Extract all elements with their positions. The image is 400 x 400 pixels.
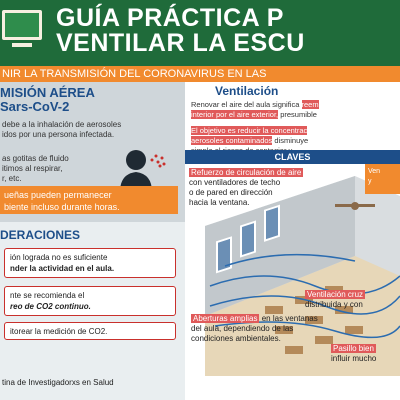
note-air-circulation (189, 168, 309, 208)
note-tag: Refuerzo de circulación de aire (191, 168, 302, 177)
note-text: influir mucho (331, 354, 377, 363)
note-tag: Pasillo bien (333, 344, 374, 353)
consideration-strong: reo de CO2 continuo. (10, 302, 91, 311)
note-text: distribuida y con (305, 300, 363, 309)
consideration-item (4, 248, 176, 278)
header (0, 0, 400, 66)
airborne-panel (0, 82, 185, 222)
airborne-title (0, 86, 185, 114)
page-title (56, 6, 400, 56)
note-tag: Ventilación cruz (307, 290, 364, 299)
footer-credit: tina de Investigadorxs en Salud (2, 378, 114, 387)
vent-desc-text-2: presumible (280, 110, 317, 119)
left-column (0, 82, 185, 400)
right-column (185, 82, 400, 400)
consideration-strong: nder la actividad en el aula. (10, 264, 115, 273)
vent-desc-highlight-2: interior por el aire exterior, (191, 110, 279, 119)
note-text: en las ventanas del aula, dependiendo de las condiciones ambientales. (191, 314, 318, 343)
orange-note: ueñas pueden permanecer biente incluso durante horas. (0, 186, 178, 214)
note-hallway (331, 344, 400, 364)
airborne-text-2: as gotitas de fluido itimos al respirar, r, etc. (2, 154, 69, 183)
goal-text: disminuye (274, 136, 309, 145)
note-tag: Aberturas amplias (193, 314, 258, 323)
airborne-title-text: MISIÓN AÉREA (0, 85, 95, 100)
title-line-1: GUÍA PRÁCTICA P (56, 4, 284, 32)
consideration-item (4, 286, 176, 316)
chalkboard-icon (2, 10, 42, 40)
ventilation-description (191, 100, 400, 120)
vent-desc-highlight: reem (301, 100, 319, 109)
airborne-text: debe a la inhalación de aerosoles idos por una persona infectada. (2, 120, 122, 139)
airborne-subtitle-text: Sars-CoV-2 (0, 99, 70, 114)
consideration-text: itorear la medición de CO2. (10, 327, 108, 336)
vent-desc-text: Renovar el aire del aula significa (191, 100, 300, 109)
subtitle-bar: NIR LA TRANSMISIÓN DEL CORONAVIRUS EN LAS (0, 66, 400, 82)
goal-highlight-2: aerosoles contaminados (191, 136, 273, 145)
note-cross-ventilation (305, 290, 400, 310)
consideration-text: ión lograda no es suficiente (10, 253, 108, 262)
consideration-item (4, 322, 176, 340)
note-orange: Ven y (365, 164, 400, 194)
claves-bar: CLAVES (185, 150, 400, 164)
considerations-title: DERACIONES (0, 228, 81, 242)
goal-highlight: El objetivo es reducir la concentrac (191, 126, 308, 135)
ventilation-title: Ventilación (215, 84, 279, 98)
note-text: con ventiladores de techo o de pared en dirección hacia la ventana. (189, 178, 281, 207)
note-wide-openings (191, 314, 400, 344)
consideration-text: nte se recomienda el (10, 291, 85, 300)
title-line-2: VENTILAR LA ESCU (56, 29, 305, 57)
